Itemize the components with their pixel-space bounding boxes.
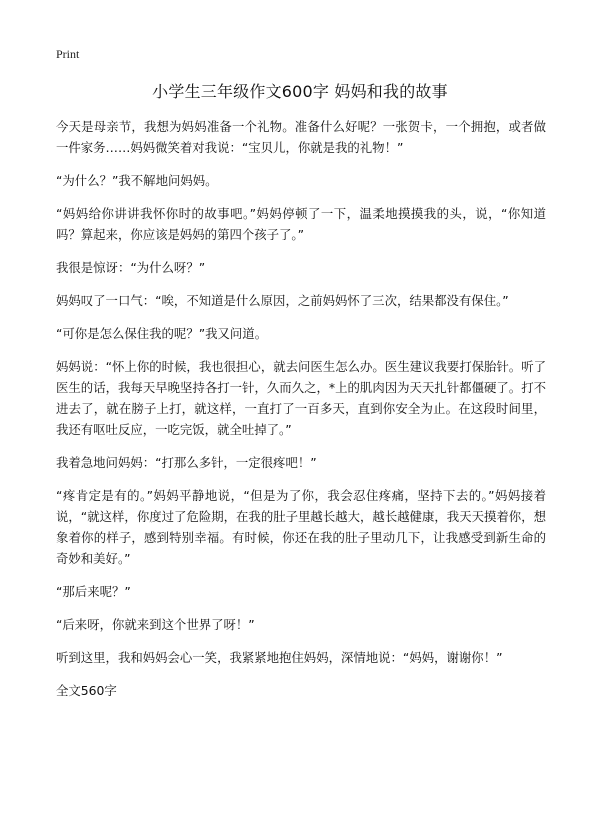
paragraph: 妈妈说：“怀上你的时候，我也很担心，就去问医生怎么办。医生建议我要打保胎针。听了医生的话，我每天早晚坚持各打一针，久而久之，*上的肌肉因为天天扎针都僵硬了。打不进去了，就在膀子上打，就这样，一直打了一百多天，直到你安全为止。在这段时间里，我还有呕吐反应，一吃完饭，就全吐掉了。” xyxy=(56,359,546,437)
print-link[interactable]: Print xyxy=(56,47,80,61)
paragraph: 我很是惊讶：“为什么呀？” xyxy=(56,260,206,275)
paragraph: 今天是母亲节，我想为妈妈准备一个礼物。准备什么好呢？一张贺卡，一个拥抱，或者做一件家务……妈妈微笑着对我说：“宝贝儿，你就是我的礼物！” xyxy=(56,119,546,155)
paragraph: “那后来呢？” xyxy=(56,584,131,599)
word-count: 全文560字 xyxy=(56,683,117,698)
page-title: 小学生三年级作文600字 妈妈和我的故事 xyxy=(152,82,448,101)
paragraph: “疼肯定是有的。”妈妈平静地说，“但是为了你，我会忍住疼痛，坚持下去的。”妈妈接着说，“就这样，你度过了危险期，在我的肚子里越长越大，越长越健康，我天天摸着你，想象着你的样子，感到特别幸福。有时候，你还在我的肚子里动几下，让我感受到新生命的奇妙和美好。” xyxy=(56,488,546,566)
paragraph: 听到这里，我和妈妈会心一笑，我紧紧地抱住妈妈，深情地说：“妈妈，谢谢你！” xyxy=(56,650,503,665)
article-body xyxy=(56,116,546,701)
paragraph: “可你是怎么保住我的呢？”我又问道。 xyxy=(56,326,268,341)
paragraph: “后来呀，你就来到这个世界了呀！” xyxy=(56,617,255,632)
paragraph: 我着急地问妈妈：“打那么多针，一定很疼吧！” xyxy=(56,455,317,470)
paragraph: “妈妈给你讲讲我怀你时的故事吧。”妈妈停顿了一下，温柔地摸摸我的头，说，“你知道吗？算起来，你应该是妈妈的第四个孩子了。” xyxy=(56,206,546,242)
paragraph: “为什么？”我不解地问妈妈。 xyxy=(56,173,218,188)
paragraph: 妈妈叹了一口气：“唉，不知道是什么原因，之前妈妈怀了三次，结果都没有保住。” xyxy=(56,293,509,308)
